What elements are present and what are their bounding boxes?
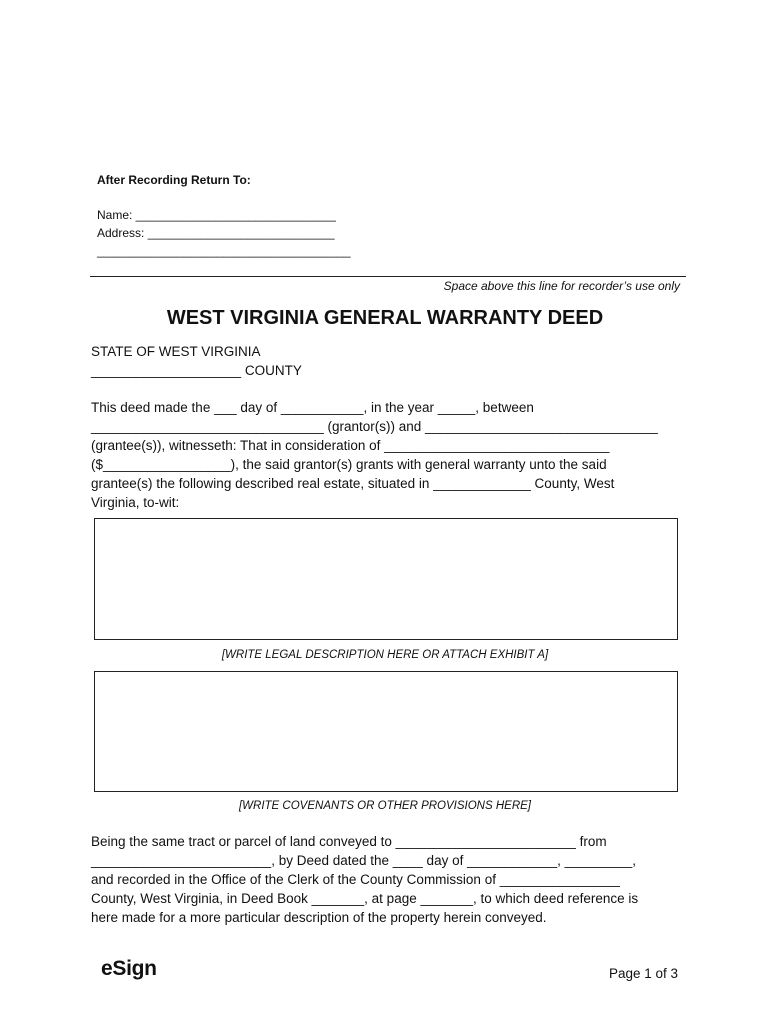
paragraph1-line: ($_________________), the said grantor(s) grants with general warranty unto the said [91,457,607,472]
paragraph2-line: County, West Virginia, in Deed Book _______, at page _______, to which deed reference is [91,891,639,906]
state-line: STATE OF WEST VIRGINIA [91,344,261,359]
county-line: ____________________ COUNTY [91,363,302,378]
recorder-note: Space above this line for recorder’s use only [443,279,680,293]
paragraph1-line: _______________________________ (grantor(s)) and _______________________________ [91,419,658,434]
covenants-caption: [WRITE COVENANTS OR OTHER PROVISIONS HERE] [238,800,531,812]
legal-description-caption: [WRITE LEGAL DESCRIPTION HERE OR ATTACH EXHIBIT A] [221,649,549,661]
esign-logo: eSign [101,957,157,980]
covenants-box[interactable] [94,671,678,792]
paragraph2-line: here made for a more particular description of the property herein conveyed. [91,910,547,925]
legal-description-box[interactable] [94,518,678,640]
paragraph1-line: grantee(s) the following described real estate, situated in _____________ County, West [91,476,615,491]
return-address-line: Address: ____________________________ [97,226,335,240]
return-name-line: Name: ______________________________ [97,208,336,222]
paragraph1-line: Virginia, to-wit: [91,495,180,510]
return-to-heading: After Recording Return To: [97,173,251,187]
paragraph1-line: This deed made the ___ day of ___________, in the year _____, between [91,400,534,415]
paragraph2-line: ________________________, by Deed dated the ____ day of ____________, _________, [91,853,637,868]
document-title: WEST VIRGINIA GENERAL WARRANTY DEED [166,307,604,329]
paragraph2-line: Being the same tract or parcel of land conveyed to ________________________ from [91,834,607,849]
return-address-blank-line: ______________________________________ [97,244,351,258]
paragraph1-line: (grantee(s)), witnesseth: That in consideration of ______________________________ [91,438,610,453]
paragraph2-line: and recorded in the Office of the Clerk of the County Commission of ________________ [91,872,620,887]
recorder-divider [90,276,686,277]
page-number: Page 1 of 3 [608,966,678,981]
